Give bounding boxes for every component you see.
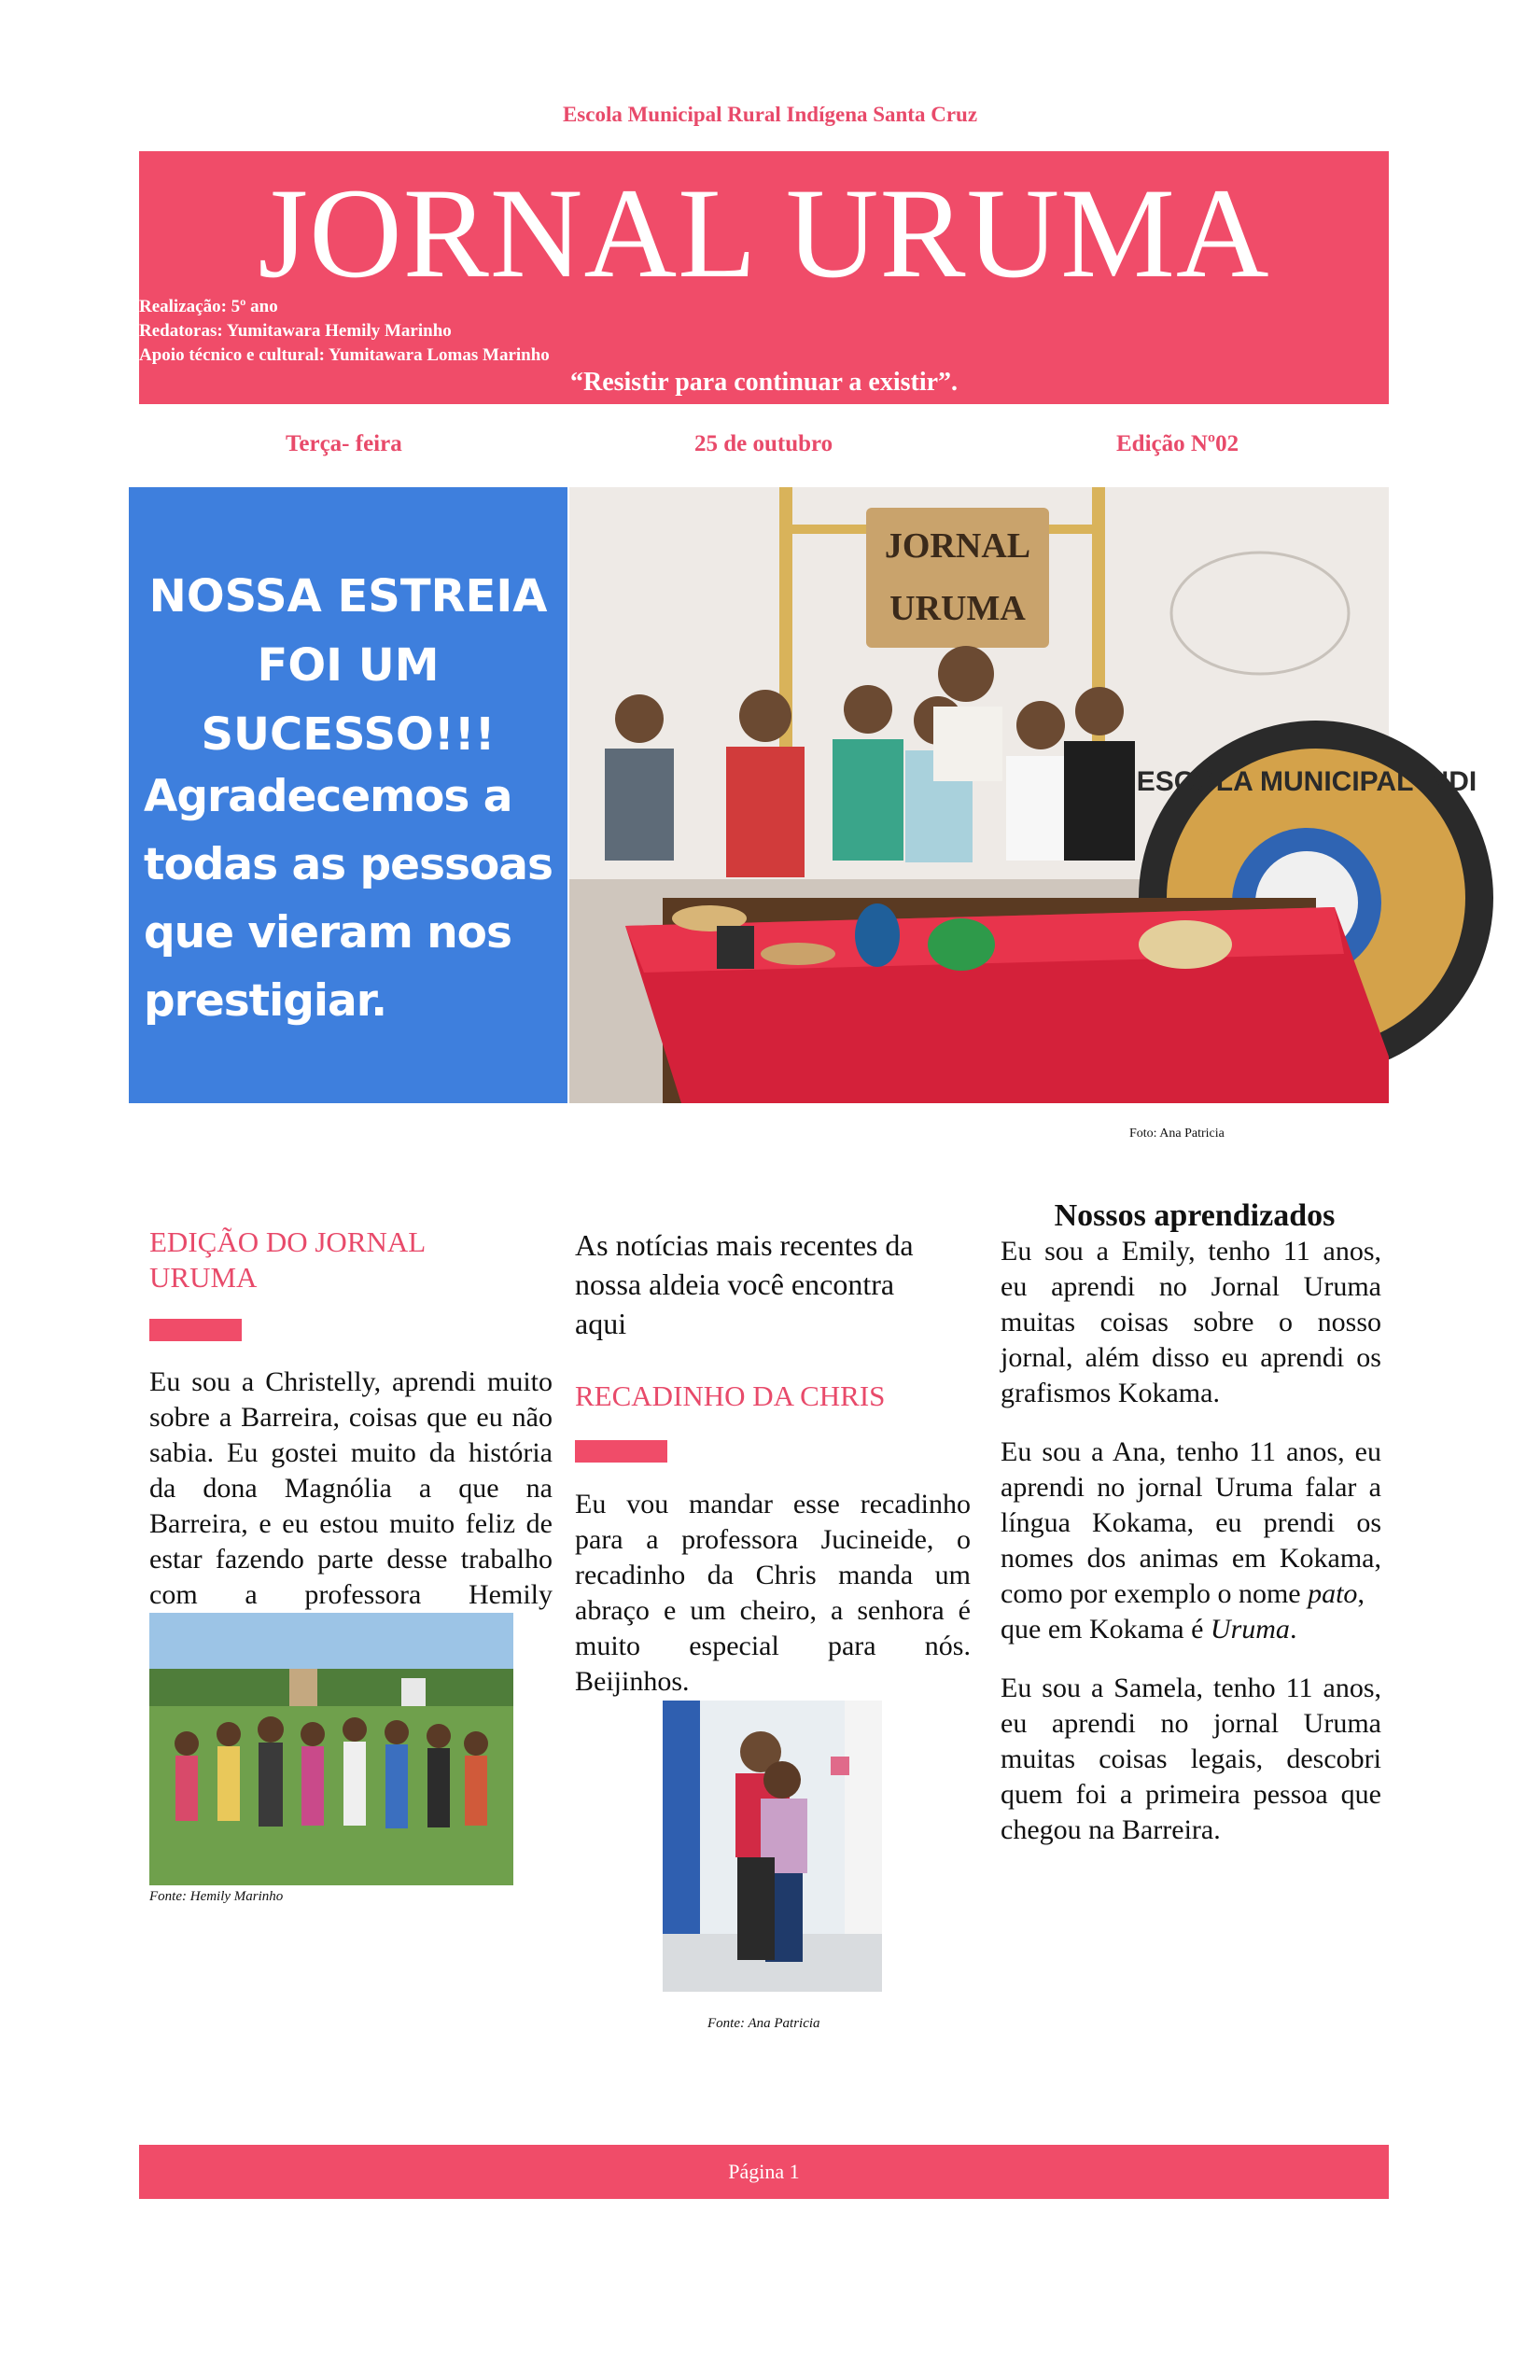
group-photo-illustration [149, 1613, 513, 1885]
text-line: muitas coisas sobre o nosso [1001, 1307, 1381, 1337]
text-span: , [1357, 1578, 1365, 1609]
text-line: eu aprendi no jornal Uruma [1001, 1708, 1381, 1739]
accent-bar [575, 1440, 667, 1463]
text-span: . [1289, 1614, 1297, 1645]
subhead-line: Agradecemos a [144, 771, 512, 822]
col3-paragraph-1 [1001, 1234, 1381, 1411]
text-line: Eu vou mandar esse recadinho [575, 1489, 971, 1519]
text-line: Eu sou a Ana, tenho 11 anos, eu [1001, 1436, 1381, 1467]
dateline-day: Terça- feira [286, 431, 402, 456]
text-line: muitas coisas legais, descobri [1001, 1743, 1381, 1774]
chris-photo-illustration [663, 1701, 882, 1992]
page-number: Página 1 [728, 2160, 800, 2183]
feature-photo [569, 487, 1477, 1103]
feature-photo-credit: Foto: Ana Patricia [1129, 1127, 1225, 1141]
text-line: recadinho da Chris manda um [575, 1560, 971, 1590]
text-line: Barreira, e eu estou muito feliz de [149, 1508, 553, 1539]
text-line: muito especial para nós. [575, 1631, 971, 1661]
headline-line: NOSSA ESTREIA [148, 570, 548, 623]
text-line: da dona Magnólia a que na [149, 1473, 553, 1504]
text-line: sabia. Eu gostei muito da história [149, 1437, 553, 1468]
credits [139, 295, 550, 368]
text-span: que em Kokama é [1001, 1614, 1211, 1645]
credit-line: Redatoras: Yumitawara Hemily Marinho [139, 321, 452, 341]
text-line [1001, 1576, 1381, 1612]
text-span: como por exemplo o nome [1001, 1578, 1309, 1609]
text-line: Beijinhos. [575, 1666, 690, 1697]
credit-line: Apoio técnico e cultural: Yumitawara Lomas Marinho [139, 345, 550, 365]
section-heading-edicao [149, 1225, 504, 1295]
group-photo [149, 1613, 513, 1885]
chris-photo-caption: Fonte: Ana Patricia [707, 2016, 820, 2031]
text-line: aprendi no jornal Uruma falar a [1001, 1472, 1381, 1503]
text-line: nomes dos animas em Kokama, [1001, 1543, 1381, 1574]
heading-line: URUMA [149, 1261, 258, 1294]
school-name: Escola Municipal Rural Indígena Santa Cruz [562, 103, 978, 126]
section-heading-aprendizados: Nossos aprendizados [1054, 1198, 1336, 1233]
text-line [1001, 1612, 1381, 1647]
accent-bar [149, 1319, 242, 1341]
seal-text: ESCOLA MUNICIPAL INDI [1136, 766, 1477, 797]
text-line: para a professora Jucineide, o [575, 1524, 971, 1555]
text-line: estar fazendo parte desse trabalho [149, 1544, 553, 1575]
italic-word: pato [1308, 1578, 1358, 1609]
credit-line: Realização: 5º ano [139, 297, 278, 316]
subhead-line: prestigiar. [144, 975, 387, 1027]
text-line: quem foi a primeira pessoa que [1001, 1779, 1381, 1810]
text-line: língua Kokama, eu prendi os [1001, 1507, 1381, 1538]
text-line: jornal, além disso eu aprendi os [1001, 1342, 1381, 1373]
motto: “Resistir para continuar a existir”. [569, 368, 959, 397]
text-line: Eu sou a Christelly, aprendi muito [149, 1366, 553, 1397]
text-line: Eu sou a Emily, tenho 11 anos, [1001, 1236, 1381, 1267]
feature-subhead [144, 763, 559, 1035]
italic-word: Uruma [1210, 1614, 1290, 1645]
col2-intro [575, 1225, 967, 1343]
text-line: As notícias mais recentes da [575, 1228, 914, 1262]
text-line: sobre a Barreira, coisas que eu não [149, 1402, 553, 1433]
group-photo-caption: Fonte: Hemily Marinho [149, 1889, 284, 1904]
text-line: eu aprendi no Jornal Uruma [1001, 1271, 1381, 1302]
text-line: aqui [575, 1307, 627, 1340]
subhead-line: todas as pessoas [144, 839, 553, 890]
text-line: com a professora Hemily [149, 1579, 553, 1610]
col1-body [149, 1365, 553, 1610]
feature-headline-box [129, 487, 567, 1103]
page-footer [139, 2145, 1389, 2199]
headline-line: SUCESSO!!! [201, 708, 496, 761]
feature-headline [129, 562, 567, 769]
feature-photo-illustration [569, 487, 1477, 1103]
heading-line: EDIÇÃO DO JORNAL [149, 1225, 427, 1258]
text-line: nossa aldeia você encontra [575, 1267, 895, 1301]
col3-paragraph-2 [1001, 1435, 1381, 1647]
dateline-edition: Edição Nº02 [1116, 431, 1239, 456]
banner-line-1: JORNAL [884, 526, 1031, 566]
masthead [139, 151, 1389, 404]
col2-body [575, 1487, 971, 1700]
text-line: abraço e um cheiro, a senhora é [575, 1595, 971, 1626]
headline-line: FOI UM [257, 639, 440, 692]
dateline-date: 25 de outubro [694, 431, 833, 456]
subhead-line: que vieram nos [144, 907, 511, 959]
col3-paragraph-3 [1001, 1671, 1381, 1848]
banner-line-2: URUMA [889, 589, 1026, 628]
newspaper-title: JORNAL URUMA [258, 161, 1270, 304]
section-heading-recadinho: RECADINHO DA CHRIS [575, 1379, 886, 1412]
chris-photo [663, 1701, 882, 1992]
text-line: Eu sou a Samela, tenho 11 anos, [1001, 1673, 1381, 1703]
text-line: grafismos Kokama. [1001, 1378, 1220, 1408]
text-line: chegou na Barreira. [1001, 1814, 1221, 1845]
